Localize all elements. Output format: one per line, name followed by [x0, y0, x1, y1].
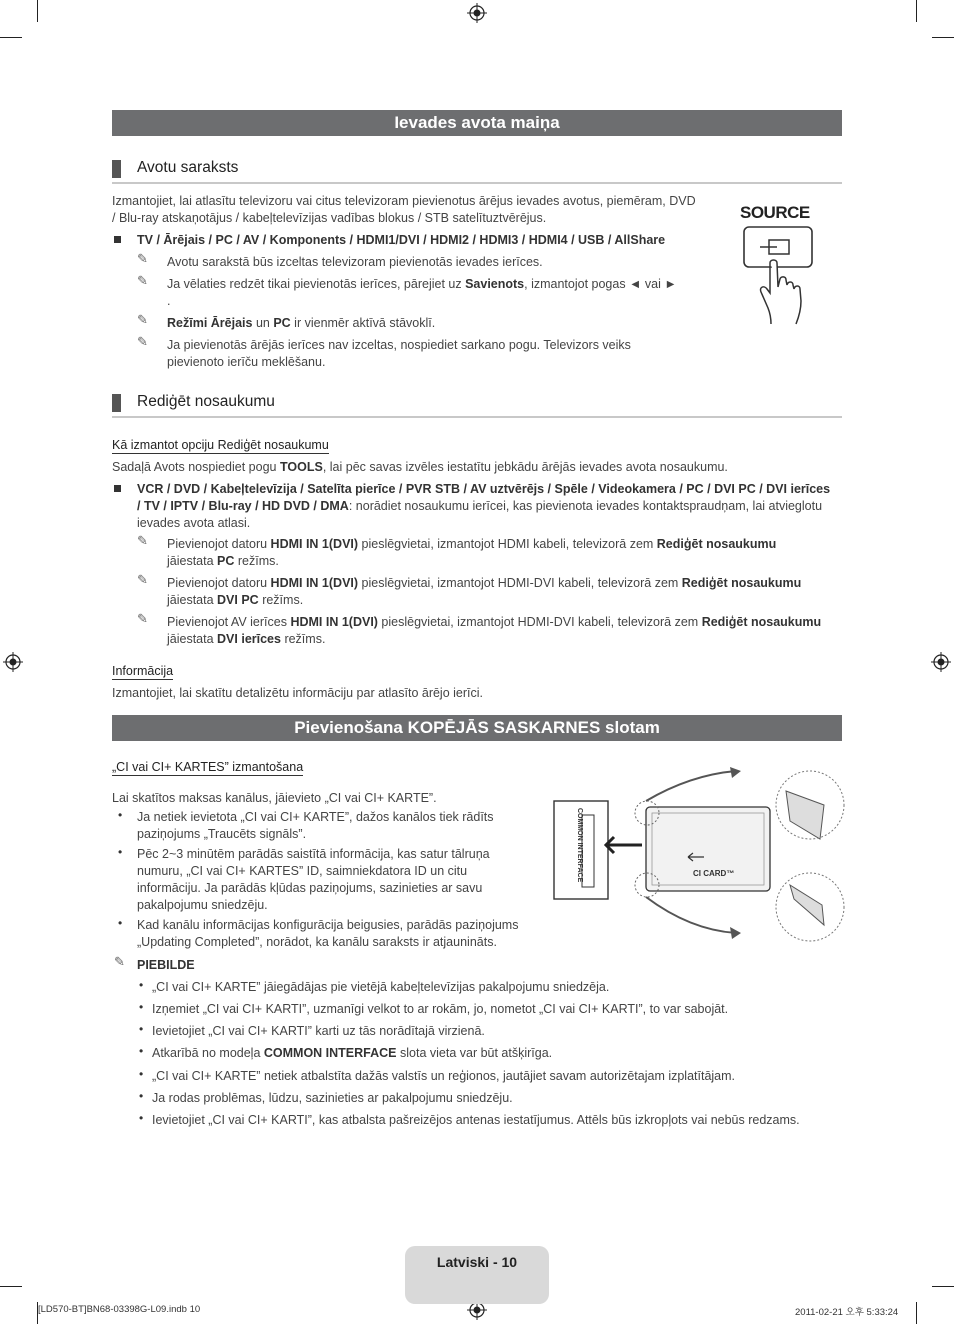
list-bullet: [114, 485, 121, 492]
subheading-text: Avotu saraksts: [137, 159, 239, 176]
crop-mark: [932, 1286, 954, 1287]
bullet-dot: •: [139, 1022, 144, 1036]
note-item: Izņemiet „CI vai CI+ KARTI”, uzmanīgi velkot to ar rokām, jo, nometot „CI vai CI+ KARTI”, to var sabojāt.: [152, 1002, 729, 1016]
ci-bullet: Ja netiek ievietota „CI vai CI+ KARTE”, dažos kanālos tiek rādīts paziņojums „Traucēts signāls”.: [137, 810, 494, 841]
subheading-edit-name: [112, 392, 842, 418]
note-item: „CI vai CI+ KARTE” netiek atbalstīta dažās valstīs un reģionos, jautājiet savam autorizētajam izplatītājam.: [152, 1069, 736, 1083]
footer-date: 2011-02-21 오후 5:33:24: [795, 1307, 899, 1318]
intro-paragraph: Izmantojiet, lai atlasītu televizoru vai citus televizoram pievienotus ārējus ievades avotus, piemēram, DVD / Blu-ray atskaņotājus / kabeļtelevīzijas vadības blokus / STB satelītuztvērējus.: [112, 194, 696, 225]
crop-mark: [916, 0, 917, 22]
note-pencil-icon: ✎: [137, 533, 148, 548]
source-list-item: TV / Ārējais / PC / AV / Komponents / HDMI1/DVI / HDMI2 / HDMI3 / HDMI4 / USB / AllShare: [137, 233, 666, 247]
note-text: Pievienojot AV ierīces HDMI IN 1(DVI) pieslēgvietai, izmantojot HDMI-DVI kabeli, televizorā zem Rediģēt nosaukumu jāiestata DVI ierīces režīms.: [167, 615, 822, 646]
source-button-hand-icon: [740, 223, 820, 328]
bullet-dot: •: [139, 1000, 144, 1014]
bullet-dot: •: [118, 808, 123, 822]
note-item: Ievietojiet „CI vai CI+ KARTI”, kas atbalsta pašreizējos antenas iestatījumus. Attēls būs izkropļots vai nebūs redzams.: [152, 1113, 800, 1127]
crop-mark: [932, 37, 954, 38]
crop-mark: [0, 1286, 22, 1287]
howto-text: Sadaļā Avots nospiediet pogu TOOLS, lai pēc savas izvēles iestatītu jebkādu ārējās ievades avota nosaukumu.: [112, 460, 728, 474]
note-pencil-icon: ✎: [137, 312, 148, 327]
crop-mark: [0, 37, 22, 38]
registration-mark-icon: [3, 652, 23, 672]
subheading-marker: [112, 394, 121, 412]
note-text: Pievienojot datoru HDMI IN 1(DVI) pieslēgvietai, izmantojot HDMI kabeli, televizorā zem Rediģēt nosaukumu jāiestata PC režīms.: [167, 537, 777, 568]
subheading-text: Rediģēt nosaukumu: [137, 393, 275, 410]
howto-heading: Kā izmantot opciju Rediģēt nosaukumu: [112, 438, 329, 452]
bullet-dot: •: [139, 1111, 144, 1125]
bullet-dot: •: [118, 916, 123, 930]
note-pencil-icon: ✎: [137, 273, 148, 288]
crop-mark: [916, 1302, 917, 1324]
note-item: Ja rodas problēmas, lūdzu, sazinieties ar pakalpojumu sniedzēju.: [152, 1091, 513, 1105]
note-item: „CI vai CI+ KARTE” jāiegādājas pie vietējā kabeļtelevīzijas pakalpojumu sniedzēja.: [152, 980, 610, 994]
page-number: Latviski - 10: [436, 1254, 518, 1270]
registration-mark-icon: [931, 652, 951, 672]
subheading-source-list: [112, 158, 842, 184]
list-bullet: [114, 236, 121, 243]
ci-card-label: CI CARD™: [693, 869, 735, 878]
note-text: Avotu sarakstā būs izceltas televizoram pievienotās ievades ierīces.: [167, 255, 543, 269]
note-pencil-icon: ✎: [137, 572, 148, 587]
ci-card-illustration: [550, 765, 845, 945]
note-pencil-icon: ✎: [114, 954, 125, 969]
section-title-common-interface: Pievienošana KOPĒJĀS SASKARNES slotam: [112, 715, 842, 741]
bullet-dot: •: [139, 1044, 144, 1058]
bullet-dot: •: [118, 845, 123, 859]
note-item: Ievietojiet „CI vai CI+ KARTI” karti uz tās norādītajā virzienā.: [152, 1024, 485, 1038]
note-heading: PIEBILDE: [137, 958, 195, 972]
bullet-dot: •: [139, 1089, 144, 1103]
subheading-marker: [112, 160, 121, 178]
note-text: Pievienojot datoru HDMI IN 1(DVI) pieslēgvietai, izmantojot HDMI-DVI kabeli, televizorā zem Rediģēt nosaukumu jāiestata DVI PC režīms.: [167, 576, 802, 607]
footer-filename: [LD570-BT]BN68-03398G-L09.indb 10: [38, 1304, 201, 1315]
registration-mark-icon: [467, 3, 487, 23]
common-interface-slot-label: COMMON INTERFACE: [576, 808, 583, 883]
bullet-dot: •: [139, 1067, 144, 1081]
note-text: Režīmi Ārējais un PC ir vienmēr aktīvā stāvoklī.: [167, 316, 436, 330]
section-title-input-source: Ievades avota maiņa: [112, 110, 842, 136]
source-button-label: SOURCE: [740, 203, 810, 222]
note-text: Ja pievienotās ārējās ierīces nav izceltas, nospiediet sarkano pogu. Televizors veiks pievienoto ierīču meklēšanu.: [167, 338, 631, 369]
info-text: Izmantojiet, lai skatītu detalizētu informāciju par atlasīto ārējo ierīci.: [112, 686, 484, 700]
info-heading: Informācija: [112, 664, 174, 678]
note-item: Atkarībā no modeļa COMMON INTERFACE slota vieta var būt atšķirīga.: [152, 1046, 553, 1060]
bullet-dot: •: [139, 978, 144, 992]
ci-bullet: Kad kanālu informācijas konfigurācija beigusies, parādās paziņojums „Updating Completed”, norādot, ka kanālu saraksts ir atjaunināts.: [137, 918, 519, 949]
ci-bullet: Pēc 2~3 minūtēm parādās saistītā informācija, kas satur tālruņa numuru, „CI vai CI+ KARTES” ID, saimniekdatora ID un citu informāciju. Ja parādās kļūdas paziņojums, sazinieties ar savu pakalpojumu sniedzēju.: [137, 847, 490, 912]
ci-intro: Lai skatītos maksas kanālus, jāievieto „CI vai CI+ KARTE”.: [112, 791, 437, 805]
note-text: Ja vēlaties redzēt tikai pievienotās ierīces, pārejiet uz Savienots, izmantojot pogas ◄ vai ► .: [167, 277, 677, 308]
device-list-item: VCR / DVD / Kabeļtelevīzija / Satelīta pierīce / PVR STB / AV uztvērējs / Spēle / Videokamera / PC / DVI PC / DVI ierīces / TV / IPTV / Blu-ray / HD DVD / DMA: norādiet nosaukumu ierīcei, kas pievienota ievades kontaktspraudņam, lai atvieglotu ievades avota atlasi.: [137, 482, 831, 530]
note-pencil-icon: ✎: [137, 611, 148, 626]
crop-mark: [37, 0, 38, 22]
note-pencil-icon: ✎: [137, 251, 148, 266]
ci-usage-heading: „CI vai CI+ KARTES” izmantošana: [112, 760, 304, 774]
note-pencil-icon: ✎: [137, 334, 148, 349]
